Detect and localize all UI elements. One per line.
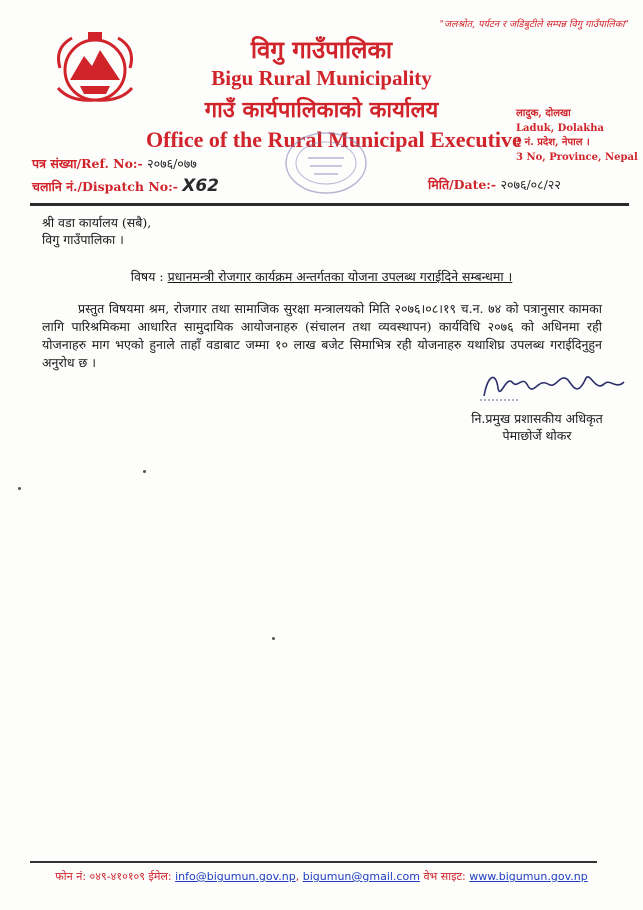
date-value: २०७६/०८/२२	[500, 177, 561, 192]
address-line-2: Laduk, Dolakha	[516, 122, 604, 134]
scan-speck	[272, 637, 275, 640]
signature-icon	[478, 366, 628, 406]
dispatch-label: चलानि नं./Dispatch No:-	[32, 179, 178, 194]
ref-label: पत्र संख्या/Ref. No:-	[32, 156, 143, 171]
signatory-name: पेमाछोर्जे थोकर	[502, 428, 572, 443]
scan-speck	[18, 487, 21, 490]
office-name-nepali: गाउँ कार्यपालिकाको कार्यालय	[204, 97, 439, 123]
address-line-4: 3 No, Province, Nepal	[516, 151, 638, 163]
scan-speck	[143, 470, 146, 473]
addressee	[42, 214, 151, 248]
website-link[interactable]: www.bigumun.gov.np	[469, 870, 588, 883]
office-name-english: Office of the Rural Municipal Executive	[146, 127, 522, 152]
letter-body: प्रस्तुत विषयमा श्रम, रोजगार तथा सामाजिक सुरक्षा मन्त्रालयको मिति २०७६।०८।१९ च.न. ७४ को पत्रानुसार कामका लागि पारिश्रमिकमा आधारित सामुदायिक आयोजनाहरु (संचालन तथा व्यवस्थापन) कार्यविधि २०७६ को अधिनमा रही योजनाहरु माग भएको हुनाले ताहाँ वडाबाट जम्मा १० लाख बजेट सिमाभित्र रही योजनाहरु यथाशिघ्र उपलब्ध गराईदिनुहुन अनुरोध छ ।	[42, 301, 602, 370]
email-link-info[interactable]: info@bigumun.gov.np	[175, 870, 296, 883]
date	[428, 176, 561, 193]
dispatch-value: X62	[182, 176, 220, 196]
date-label: मिति/Date:-	[428, 177, 497, 192]
footer-contact	[0, 869, 643, 884]
footer-separator: ,	[295, 870, 300, 883]
ref-value: २०७६/०७७	[147, 156, 197, 171]
office-address	[516, 107, 638, 165]
municipality-name-english: Bigu Rural Municipality	[211, 66, 432, 90]
footer-phone: फोन नं: ०४९-४१०१०९ ईमेल:	[55, 870, 172, 883]
addressee-line-2: विगु गाउँपालिका ।	[42, 232, 124, 247]
office-stamp-icon	[280, 128, 372, 198]
slogan: "जलश्रोत, पर्यटन र जडिबुटीले सम्पन्न विगु गाउँपालिका"	[439, 19, 629, 30]
header-divider	[30, 203, 629, 206]
subject-line	[0, 268, 643, 285]
dispatch-number	[32, 176, 219, 196]
ref-number	[32, 155, 197, 172]
address-line-3: ३ नं. प्रदेश, नेपाल ।	[516, 137, 590, 148]
municipality-name-nepali: विगु गाउँपालिका	[250, 35, 393, 64]
signatory-title: नि.प्रमुख प्रशासकीय अधिकृत	[471, 411, 603, 426]
address-line-1: लादुक, दोलखा	[516, 108, 571, 119]
addressee-line-1: श्री वडा कार्यालय (सबै),	[42, 215, 152, 230]
signatory	[442, 410, 632, 444]
subject-text: प्रधानमन्त्री रोजगार कार्यक्रम अन्तर्गतका योजना उपलब्ध गराईदिने सम्बन्धमा ।	[167, 269, 513, 284]
subject-label: विषय :	[130, 269, 164, 284]
footer-divider	[30, 861, 597, 863]
email-link-gmail[interactable]: bigumun@gmail.com	[302, 870, 420, 883]
footer-web-label: वेभ साइट:	[423, 870, 466, 883]
